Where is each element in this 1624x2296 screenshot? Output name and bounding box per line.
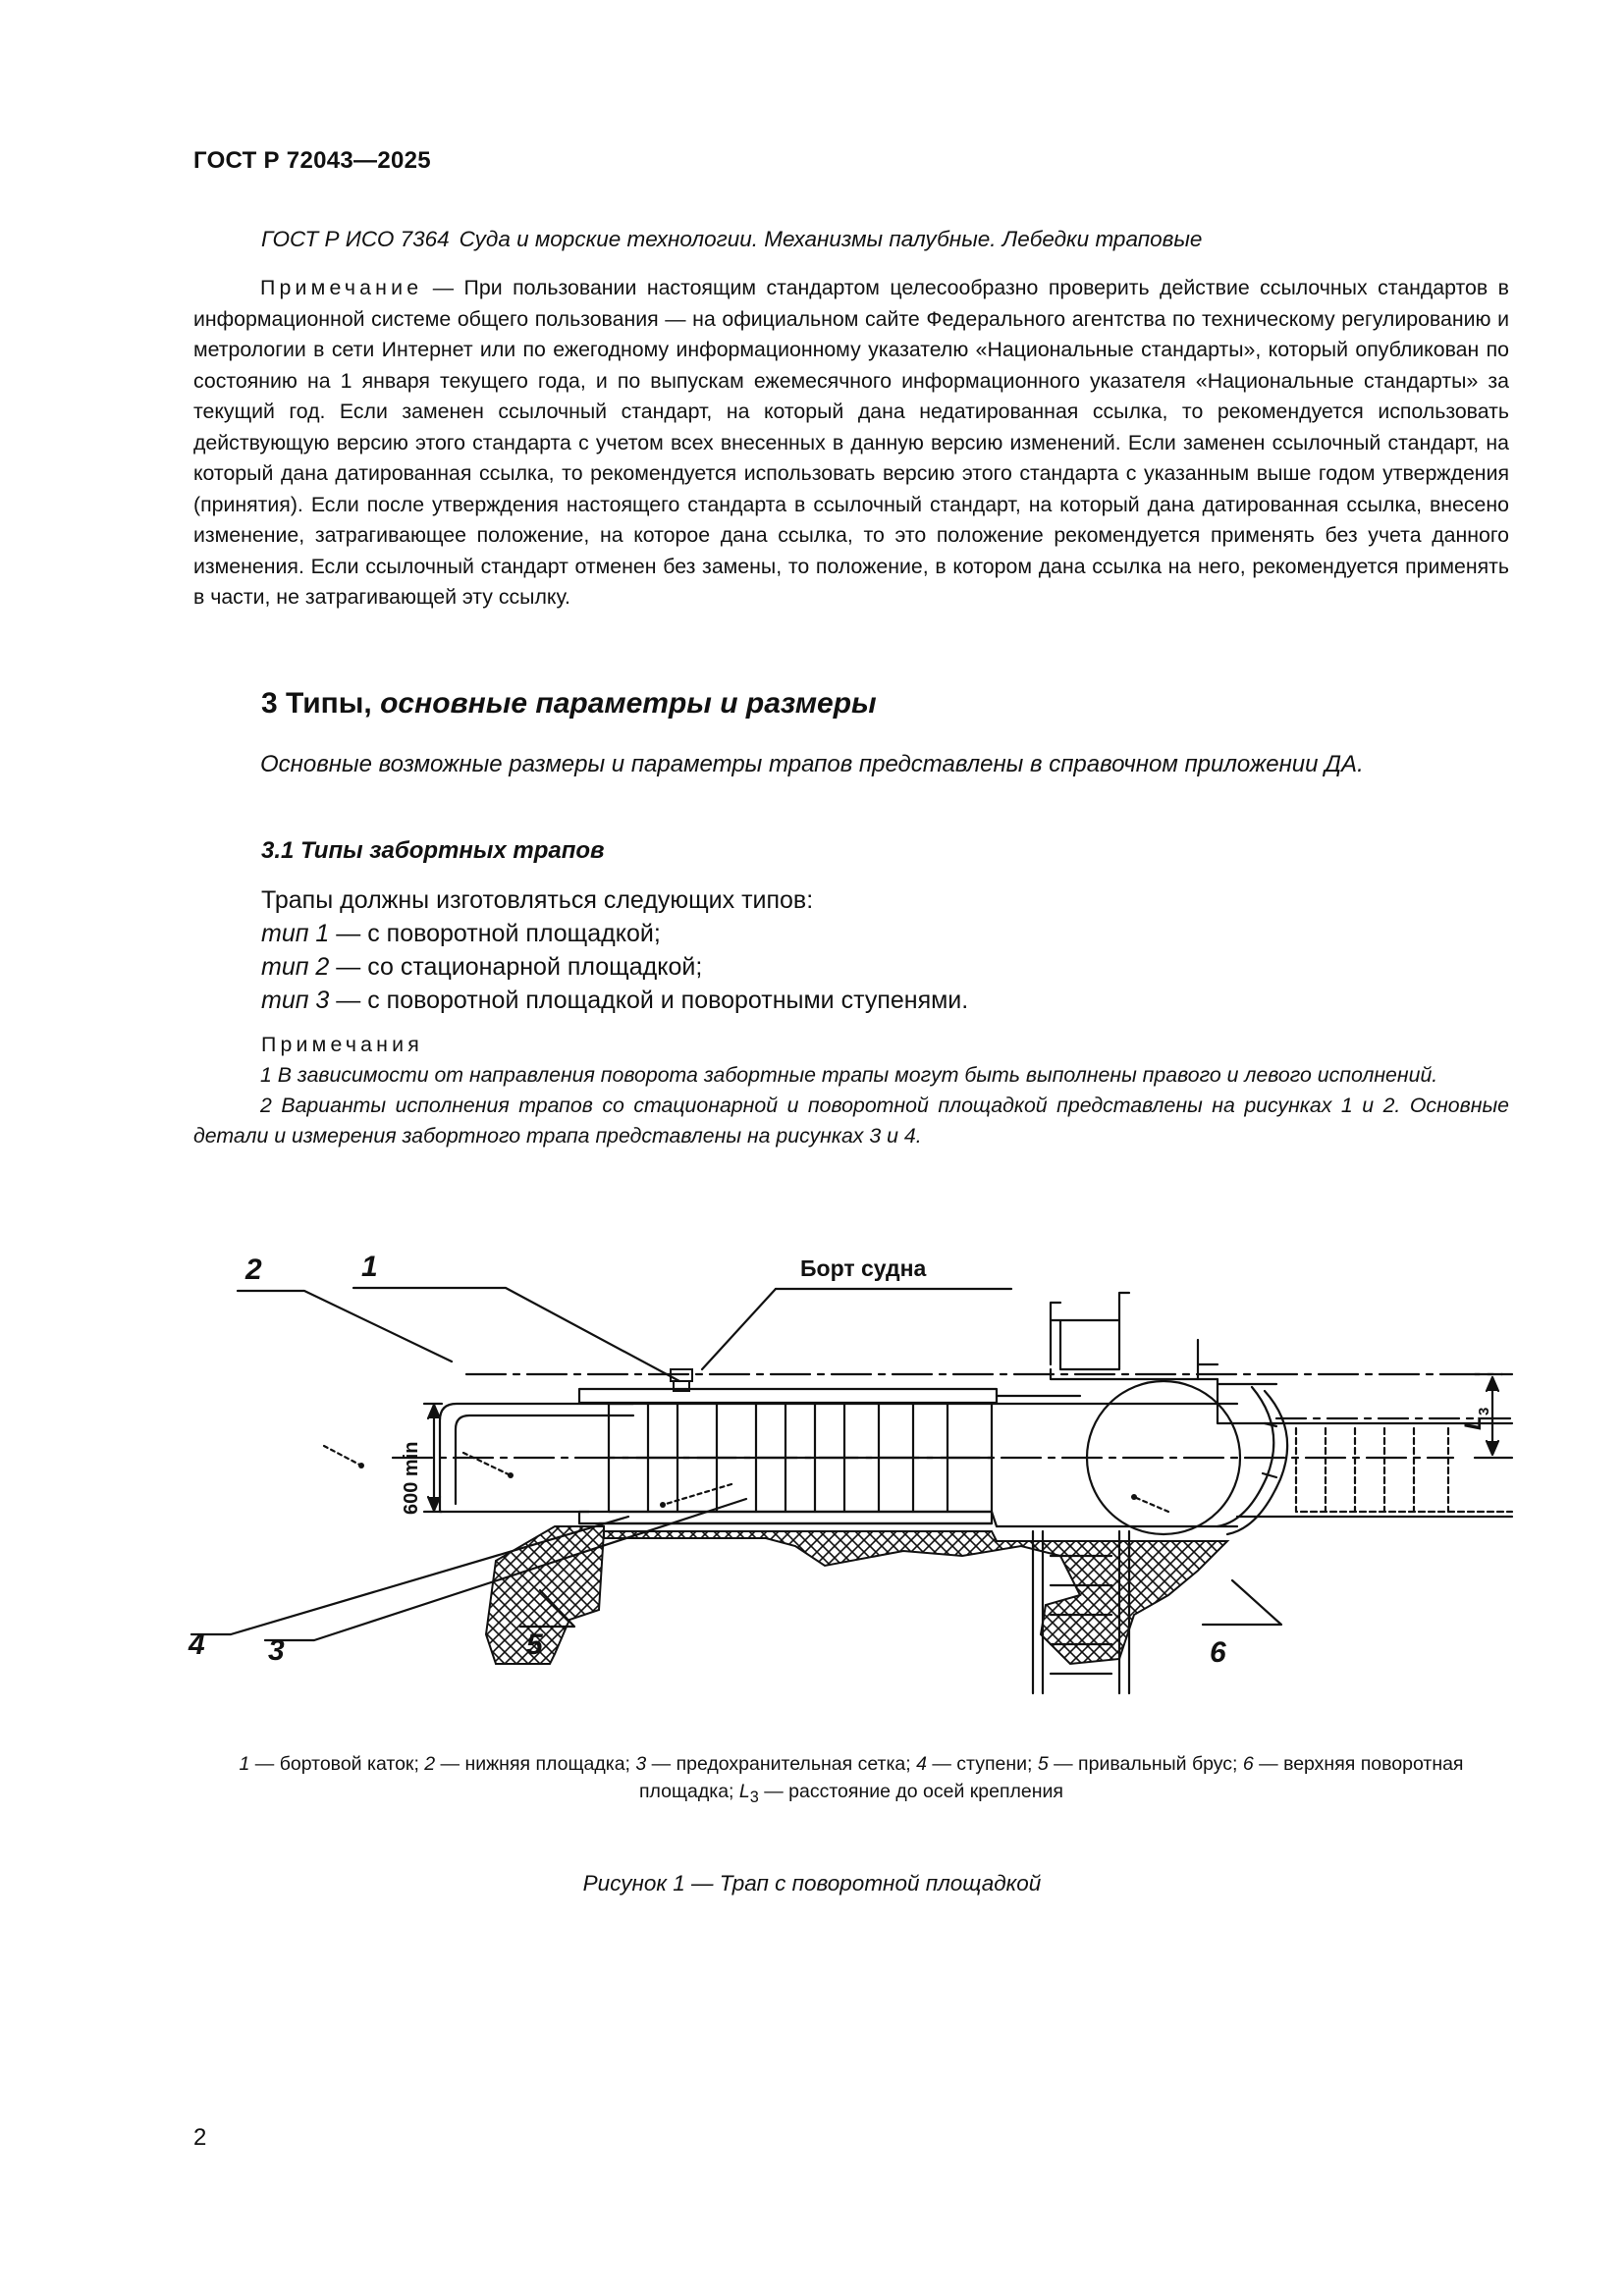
figure-caption: Рисунок 1 — Трап с поворотной площадкой <box>582 1871 1042 1896</box>
leader-line-6 <box>1203 1580 1281 1625</box>
reference-note <box>193 273 1509 614</box>
figure-label-5: 5 <box>526 1629 543 1661</box>
dimension-l3-label: L <box>1460 1415 1487 1430</box>
section-3-heading <box>261 687 877 721</box>
page-number: 2 <box>193 2124 207 2151</box>
section-3-title-italic: основные параметры и размеры <box>380 687 877 720</box>
reference-code: ГОСТ Р ИСО 7364 <box>261 227 450 251</box>
figure-legend: 1 — бортовой каток; 2 — нижняя площадка; 3 — предохранительная сетка; 4 — ступени; 5 — привальный брус; 6 — верхняя поворотная площадка; $L_3$ — расстояние до осей крепления <box>239 1753 1464 1806</box>
dimension-600-label: 600 min <box>401 1441 422 1515</box>
reference-title: Суда и морские технологии. Механизмы палубные. Лебедки траповые <box>459 227 1203 251</box>
note-label: Примечание <box>260 276 423 299</box>
note-item: 2 Варианты исполнения трапов со стационарной и поворотной площадкой представлены на рисунках 1 и 2. Основные детали и измерения забортного трапа представлены на рисунках 3 и 4. <box>193 1094 1509 1148</box>
normative-reference <box>261 227 1202 252</box>
types-lead: Трапы должны изготовляться следующих типов: <box>261 886 814 914</box>
note-item: 1 В зависимости от направления поворота забортные трапы могут быть выполнены правого и левого исполнений. <box>260 1063 1438 1087</box>
list-item: тип 1 — с поворотной площадкой; <box>261 920 661 947</box>
board-label: Борт судна <box>800 1255 927 1281</box>
list-item: тип 2 — со стационарной площадкой; <box>261 953 703 981</box>
types-list <box>261 883 968 1017</box>
fender-bar-hatch <box>486 1526 1227 1664</box>
intro-text: Основные возможные размеры и параметры трапов представлены в справочном приложении ДА. <box>260 751 1364 777</box>
upper-bracket <box>1051 1293 1218 1379</box>
section-3-number-title: 3 Типы, <box>261 687 372 720</box>
leader-line-2 <box>238 1291 452 1362</box>
leader-line-board-diag <box>702 1289 776 1369</box>
notes-list <box>193 1060 1509 1151</box>
figure-1-drawing <box>189 1222 1512 1693</box>
figure-label-1: 1 <box>361 1251 378 1283</box>
note-text: — При пользовании настоящим стандартом целесообразно проверить действие ссылочных стандартов в информационной системе общего пользования — на официальном сайте Федерального агентства по техническому регулированию и метрологии в сети Интернет или по ежегодному информационному указателю «Национальные стандарты», который опубликован по состоянию на 1 января текущего года, и по выпускам ежемесячного информационного указателя «Национальные стандарты» за текущий год. Если заменен ссылочный стандарт, на который дана недатированная ссылка, то рекомендуется использовать действующую версию этого стандарта с учетом всех внесенных в данную версию изменений. Если заменен ссылочный стандарт, на который дана датированная ссылка, то рекомендуется использовать версию этого стандарта с указанным выше годом утверждения (принятия). Если после утверждения настоящего стандарта в ссылочный стандарт, на который дана датированная ссылка, внесено изменение, затрагивающее положение, на которое дана ссылка, то это положение рекомендуется применять без учета данного изменения. Если ссылочный стандарт отменен без замены, то положение, в котором дана ссылка на него, рекомендуется применять в части, не затрагивающей эту ссылку. <box>193 276 1509 609</box>
figure-label-6: 6 <box>1210 1636 1226 1669</box>
figure-label-3: 3 <box>268 1634 285 1667</box>
figure-label-4: 4 <box>189 1629 205 1661</box>
document-header: ГОСТ Р 72043—2025 <box>193 147 431 174</box>
list-item: тип 3 — с поворотной площадкой и поворотными ступенями. <box>261 987 969 1014</box>
dimension-l3-subscript: 3 <box>1476 1407 1492 1415</box>
subsection-3-1-heading: 3.1 Типы забортных трапов <box>261 837 605 864</box>
notes-heading: Примечания <box>261 1033 423 1056</box>
board-roller <box>671 1369 692 1391</box>
figure-label-2: 2 <box>245 1254 262 1286</box>
leader-line-1 <box>353 1288 679 1381</box>
section-3-intro <box>193 748 1509 781</box>
